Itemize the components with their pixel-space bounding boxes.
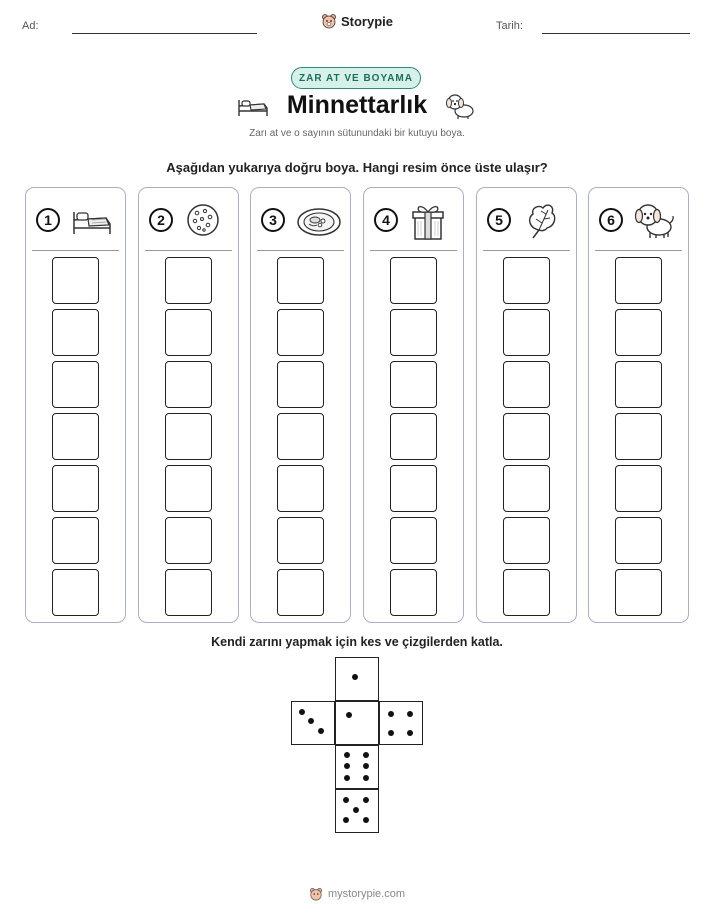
bed-icon	[70, 200, 114, 240]
dice-column-3	[250, 187, 351, 623]
color-box[interactable]	[390, 257, 437, 304]
color-box[interactable]	[165, 361, 212, 408]
color-box[interactable]	[52, 465, 99, 512]
color-box[interactable]	[52, 361, 99, 408]
color-box[interactable]	[277, 517, 324, 564]
color-box[interactable]	[390, 413, 437, 460]
color-box[interactable]	[277, 569, 324, 616]
die-face-1	[335, 657, 379, 701]
color-box[interactable]	[52, 569, 99, 616]
die-pip	[346, 712, 352, 718]
column-number: 1	[36, 208, 60, 232]
color-box[interactable]	[615, 569, 662, 616]
cookie-icon	[183, 200, 223, 240]
die-pip	[363, 752, 369, 758]
color-box[interactable]	[390, 517, 437, 564]
color-box[interactable]	[52, 517, 99, 564]
brand-logo	[0, 13, 714, 29]
die-pip	[343, 797, 349, 803]
color-box[interactable]	[503, 465, 550, 512]
die-face-5	[335, 789, 379, 833]
color-box[interactable]	[52, 257, 99, 304]
dice-column-5	[476, 187, 577, 623]
column-number: 4	[374, 208, 398, 232]
die-pip	[352, 674, 358, 680]
page-subtitle: Zarı at ve o sayının sütunundaki bir kutuyu boya.	[249, 128, 465, 139]
column-header	[251, 198, 350, 242]
dice-instruction: Kendi zarını yapmak için kes ve çizgilerden katla.	[211, 635, 503, 649]
column-number: 2	[149, 208, 173, 232]
color-box[interactable]	[390, 569, 437, 616]
color-box[interactable]	[165, 257, 212, 304]
color-box[interactable]	[390, 309, 437, 356]
color-box[interactable]	[615, 257, 662, 304]
date-line	[542, 33, 690, 34]
die-face-3	[291, 701, 335, 745]
brand-name: Storypie	[340, 13, 393, 29]
footer	[0, 887, 714, 901]
color-box[interactable]	[390, 361, 437, 408]
die-pip	[344, 763, 350, 769]
color-box[interactable]	[503, 309, 550, 356]
column-header	[139, 198, 238, 242]
color-box[interactable]	[503, 361, 550, 408]
die-pip	[363, 775, 369, 781]
color-box[interactable]	[165, 465, 212, 512]
color-box[interactable]	[165, 569, 212, 616]
color-box[interactable]	[52, 413, 99, 460]
leaf-icon	[521, 200, 561, 242]
puppy-icon	[444, 92, 476, 120]
name-label: Ad:	[22, 20, 39, 32]
color-box[interactable]	[52, 309, 99, 356]
color-box[interactable]	[390, 465, 437, 512]
column-number: 5	[487, 208, 511, 232]
color-box[interactable]	[503, 517, 550, 564]
name-line	[72, 33, 257, 34]
color-box[interactable]	[165, 517, 212, 564]
die-face-4	[379, 701, 423, 745]
date-label: Tarih:	[496, 20, 523, 32]
column-header	[26, 198, 125, 242]
color-box[interactable]	[503, 569, 550, 616]
die-pip	[318, 728, 324, 734]
color-box[interactable]	[165, 309, 212, 356]
dice-column-6	[588, 187, 689, 623]
die-pip	[343, 817, 349, 823]
die-face-1	[335, 701, 379, 745]
color-box[interactable]	[615, 413, 662, 460]
die-pip	[344, 752, 350, 758]
die-pip	[363, 817, 369, 823]
color-box[interactable]	[615, 361, 662, 408]
page-title: Minnettarlık	[286, 91, 428, 119]
color-box[interactable]	[615, 465, 662, 512]
color-box[interactable]	[615, 309, 662, 356]
die-pip	[363, 763, 369, 769]
dice-column-2	[138, 187, 239, 623]
column-header	[589, 198, 688, 242]
coloring-instruction: Aşağıdan yukarıya doğru boya. Hangi resim önce üste ulaşır?	[166, 160, 548, 175]
footer-url[interactable]: mystorypie.com	[327, 888, 406, 900]
color-box[interactable]	[277, 465, 324, 512]
die-pip	[363, 797, 369, 803]
die-pip	[308, 718, 314, 724]
color-box[interactable]	[277, 413, 324, 460]
die-pip	[344, 775, 350, 781]
die-pip	[299, 709, 305, 715]
column-header	[477, 198, 576, 242]
gift-box-icon	[408, 200, 448, 242]
bear-mascot-icon	[321, 13, 337, 29]
column-header	[364, 198, 463, 242]
column-number: 3	[261, 208, 285, 232]
die-pip	[407, 711, 413, 717]
column-number: 6	[599, 208, 623, 232]
color-box[interactable]	[277, 361, 324, 408]
dice-column-4	[363, 187, 464, 623]
die-pip	[353, 807, 359, 813]
dice-column-1	[25, 187, 126, 623]
plate-of-food-icon	[295, 200, 343, 240]
activity-badge: ZAR AT VE BOYAMA	[291, 67, 421, 89]
color-box[interactable]	[503, 257, 550, 304]
puppy-icon	[633, 200, 675, 242]
die-pip	[388, 711, 394, 717]
color-box[interactable]	[165, 413, 212, 460]
bear-mascot-icon	[309, 887, 323, 901]
color-box[interactable]	[615, 517, 662, 564]
die-pip	[388, 730, 394, 736]
die-face-6	[335, 745, 379, 789]
color-box[interactable]	[277, 309, 324, 356]
color-box[interactable]	[503, 413, 550, 460]
die-pip	[407, 730, 413, 736]
color-box[interactable]	[277, 257, 324, 304]
